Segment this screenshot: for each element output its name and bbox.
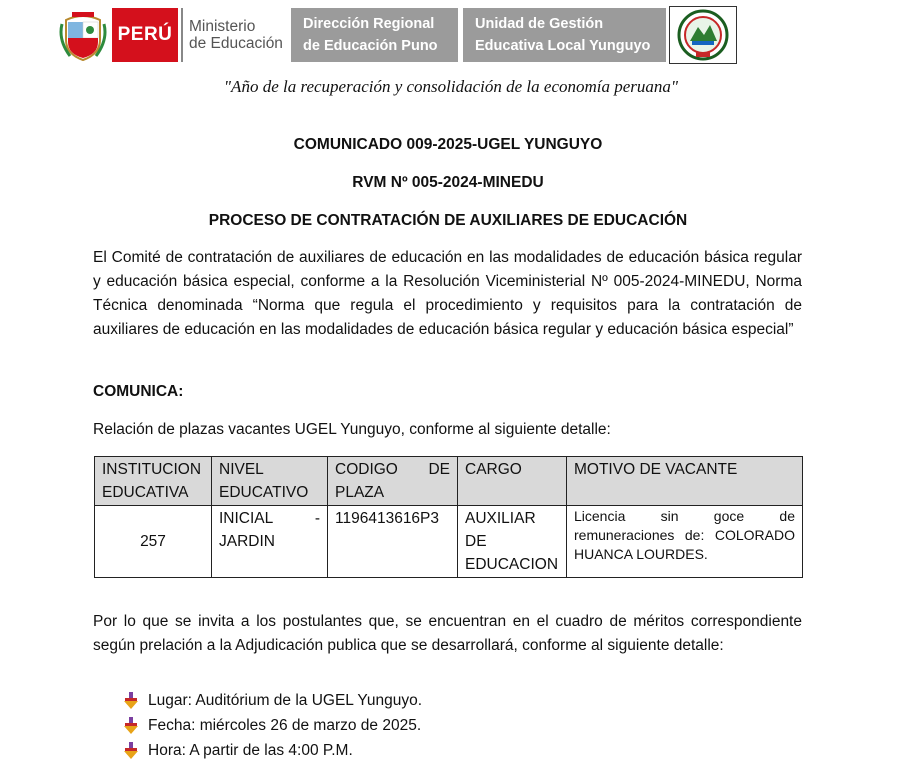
table-row [95, 506, 803, 578]
ugel-line1: Unidad de Gestión [475, 16, 604, 32]
dre-line2: de Educación Puno [303, 38, 438, 54]
arrow-bullet-icon [124, 717, 138, 735]
rvm-title: RVM Nº 005-2024-MINEDU [352, 174, 544, 191]
arrow-bullet-icon [124, 692, 138, 710]
list-item [124, 742, 353, 760]
peru-coat-of-arms-icon [58, 10, 108, 62]
ugel-label [463, 8, 666, 62]
dre-line1: Dirección Regional [303, 16, 435, 32]
cell-institucion: 257 [95, 506, 212, 578]
arrow-bullet-icon [124, 742, 138, 760]
header-nivel: NIVEL EDUCATIVO [212, 457, 328, 506]
comunicado-title: COMUNICADO 009-2025-UGEL YUNGUYO [293, 136, 603, 153]
header-institucion: INSTITUCION EDUCATIVA [95, 457, 212, 506]
list-item [124, 692, 422, 710]
header-cargo: CARGO [458, 457, 567, 506]
dre-label [291, 8, 458, 62]
header-codigo: CODIGO DE PLAZA [328, 457, 458, 506]
ministerio-line1: Ministerio [189, 18, 256, 35]
cell-motivo: Licencia sin goce de remuneraciones de: COLORADO HUANCA LOURDES. [567, 506, 803, 578]
ministerio-line2: de Educación [189, 35, 283, 52]
detail-fecha: Fecha: miércoles 26 de marzo de 2025. [148, 717, 422, 734]
vacancies-table [94, 456, 803, 578]
cell-codigo: 1196413616P3 [328, 506, 458, 578]
ugel-line2: Educativa Local Yunguyo [475, 38, 651, 54]
relacion-text: Relación de plazas vacantes UGEL Yunguyo, conforme al siguiente detalle: [93, 421, 611, 438]
ministerio-label [181, 8, 287, 62]
year-motto: "Año de la recuperación y consolidación de la economía peruana" [223, 77, 679, 96]
peru-label: PERÚ [112, 8, 178, 62]
ugel-yunguyo-logo-icon [669, 6, 737, 64]
table-header-row [95, 457, 803, 506]
cell-nivel: INICIAL - JARDIN [212, 506, 328, 578]
cell-cargo: AUXILIAR DE EDUCACION [458, 506, 567, 578]
proceso-title: PROCESO DE CONTRATACIÓN DE AUXILIARES DE EDUCACIÓN [208, 212, 688, 229]
detail-hora: Hora: A partir de las 4:00 P.M. [148, 742, 353, 759]
header-motivo: MOTIVO DE VACANTE [567, 457, 803, 506]
detail-lugar: Lugar: Auditórium de la UGEL Yunguyo. [148, 692, 423, 709]
intro-paragraph: El Comité de contratación de auxiliares de educación en las modalidades de educación básica regular y educación básica especial, conforme a la Resolución Viceministerial Nº 005-2024-MINEDU, Norma Técnica denominada “Norma que regula el procedimiento y requisitos para la contratación de auxiliares de educación en las modalidades de educación básica regular y educación básica especial” [93, 249, 802, 338]
invitation-paragraph: Por lo que se invita a los postulantes que, se encuentran en el cuadro de méritos correspondiente según prelación a la Adjudicación publica que se desarrollará, conforme al siguiente detalle: [93, 613, 802, 654]
list-item [124, 717, 421, 735]
comunica-label: COMUNICA: [93, 383, 184, 400]
